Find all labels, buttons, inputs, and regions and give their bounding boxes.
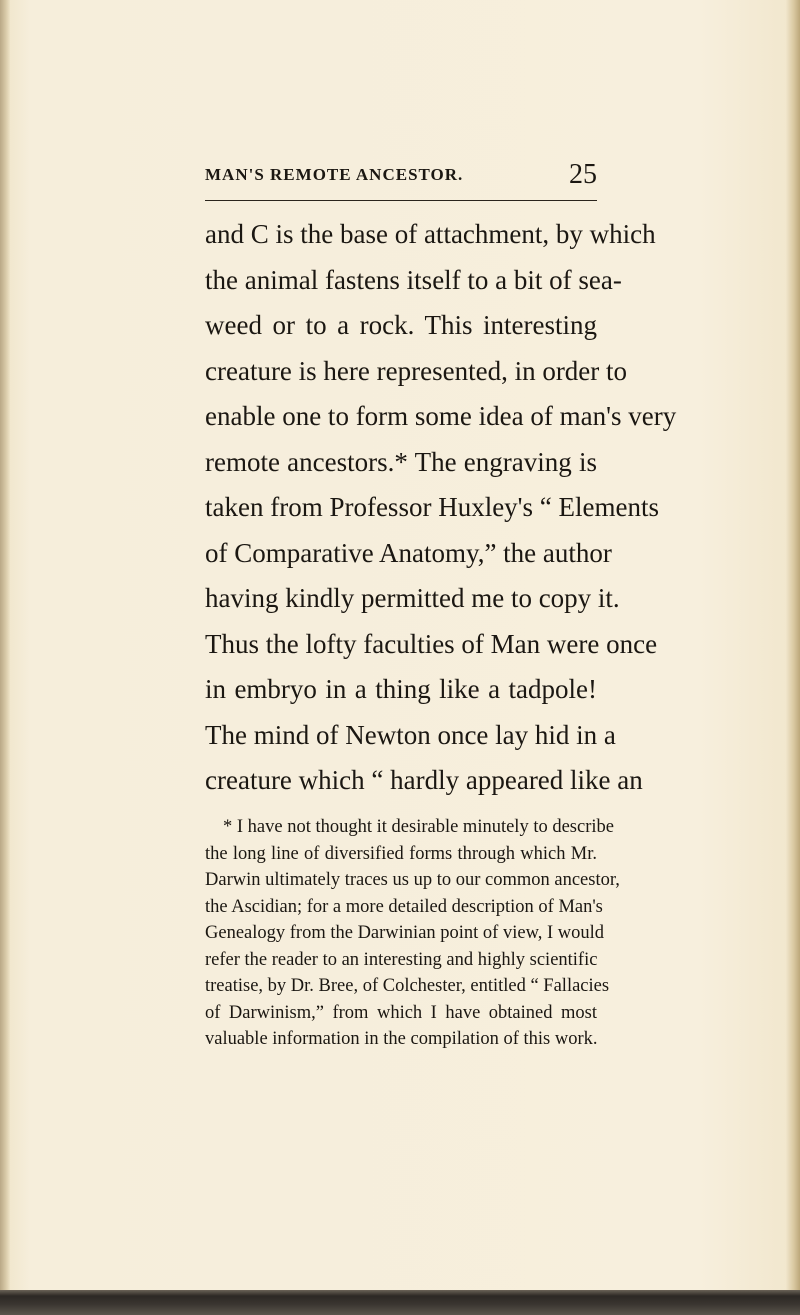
footnote-line: Darwin ultimately traces us up to our common ancestor, — [205, 870, 620, 890]
header-rule — [205, 200, 597, 201]
footnote-line: the Ascidian; for a more detailed description of Man's — [205, 896, 603, 917]
body-line: The mind of Newton once lay hid in a — [205, 719, 616, 750]
footnote-line: Genealogy from the Darwinian point of view, I would — [205, 923, 605, 943]
body-line: in embryo in a thing like a tadpole! — [205, 674, 597, 704]
footnote-line: the long line of diversified forms through which Mr. — [205, 843, 597, 864]
footnote-line: treatise, by Dr. Bree, of Colchester, entitled “ Fallacies — [205, 976, 610, 996]
page-edge-shadow — [786, 0, 800, 1315]
running-head-title: MAN'S REMOTE ANCESTOR. — [205, 165, 464, 184]
body-line: creature which “ hardly appeared like an — [205, 765, 643, 795]
page-number: 25 — [569, 159, 597, 190]
body-line: the animal fastens itself to a bit of sea- — [205, 264, 622, 295]
footnote-line: * I have not thought it desirable minutely to describe — [223, 817, 614, 837]
footnote — [205, 814, 620, 1053]
body-line: Thus the lofty faculties of Man were once — [205, 628, 658, 659]
page-gutter-shadow — [0, 0, 10, 1315]
body-line: of Comparative Anatomy,” the author — [205, 537, 612, 568]
body-line: having kindly permitted me to copy it. — [205, 583, 620, 613]
footnote-line: refer the reader to an interesting and highly scientific — [205, 949, 598, 970]
body-line: remote ancestors.* The engraving is — [205, 446, 597, 477]
scan-bottom-edge — [0, 1290, 800, 1315]
body-line: taken from Professor Huxley's “ Elements — [205, 492, 660, 522]
body-line: weed or to a rock. This interesting — [205, 310, 597, 340]
body-line: and C is the base of attachment, by which — [205, 219, 656, 249]
body-paragraph — [205, 212, 677, 804]
footnote-line: of Darwinism,” from which I have obtained most — [205, 1002, 597, 1023]
body-line: enable one to form some idea of man's very — [205, 401, 677, 431]
body-line: creature is here represented, in order to — [205, 355, 628, 386]
running-head — [205, 159, 597, 193]
footnote-line: valuable information in the compilation of this work. — [205, 1029, 598, 1049]
